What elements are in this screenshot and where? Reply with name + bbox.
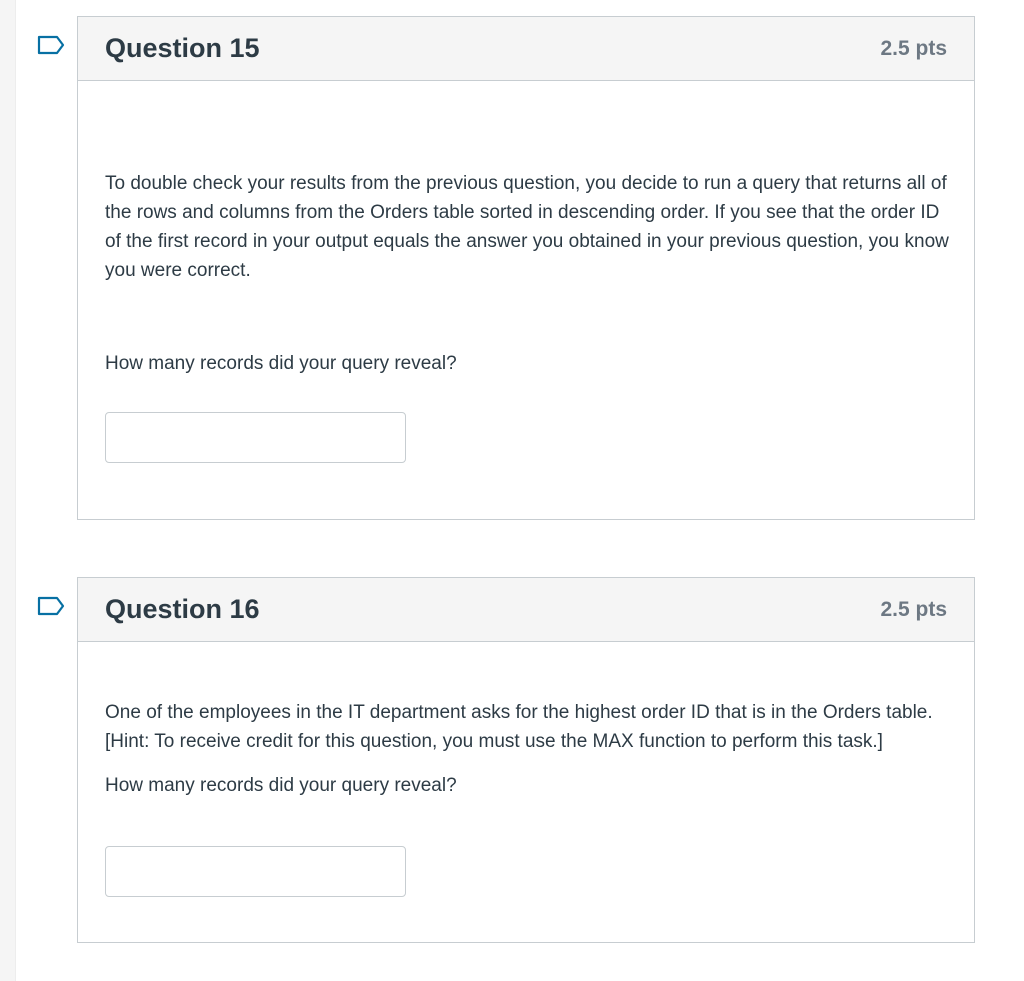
question-text: To double check your results from the previous question, you decide to run a query that returns all of the rows and columns from the Orders table sorted in descending order. If you see that the order ID of the first record in your output equals the answer you obtained in your previous question, you know you were correct. — [105, 173, 949, 281]
question-title: Question 15 — [105, 33, 260, 63]
question-text: One of the employees in the IT department asks for the highest order ID that is in the Orders table. [Hint: To receive credit for this question, you must use the MAX function to perform this task.] — [105, 702, 933, 752]
question-prompt: How many records did your query reveal? — [105, 775, 457, 796]
question-header — [78, 17, 974, 81]
question-body — [78, 169, 974, 463]
flag-question-icon[interactable] — [37, 596, 65, 616]
question-title: Question 16 — [105, 594, 260, 624]
question-body — [78, 698, 974, 897]
left-rail — [0, 0, 16, 981]
flag-question-icon[interactable] — [37, 35, 65, 55]
question-points: 2.5 pts — [880, 36, 947, 60]
answer-input[interactable] — [105, 846, 406, 897]
question-header — [78, 578, 974, 642]
answer-input[interactable] — [105, 412, 406, 463]
question-16-card — [77, 577, 975, 943]
question-prompt: How many records did your query reveal? — [105, 353, 457, 374]
question-points: 2.5 pts — [880, 597, 947, 621]
question-15-card — [77, 16, 975, 520]
